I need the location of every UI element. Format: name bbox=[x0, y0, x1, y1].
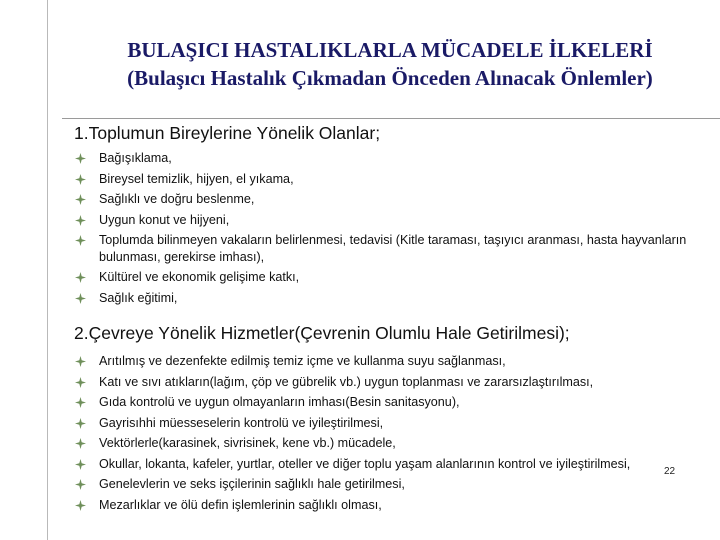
list-item bbox=[74, 171, 704, 188]
list-item-text: Genelevlerin ve seks işçilerinin sağlıklı hale getirilmesi, bbox=[99, 477, 405, 491]
title-line-2: (Bulaşıcı Hastalık Çıkmadan Önceden Alınacak Önlemler) bbox=[127, 66, 653, 90]
list-item bbox=[74, 353, 704, 370]
list-item bbox=[74, 232, 704, 265]
list-item bbox=[74, 212, 704, 229]
four-point-star-icon bbox=[75, 356, 86, 367]
section-1-heading: 1.Toplumun Bireylerine Yönelik Olanlar; bbox=[74, 123, 381, 143]
four-point-star-icon bbox=[75, 500, 86, 511]
list-item-text: Mezarlıklar ve ölü defin işlemlerinin sağlıklı olması, bbox=[99, 497, 382, 512]
four-point-star-icon bbox=[75, 153, 86, 164]
page-number: 22 bbox=[664, 466, 676, 477]
list-item bbox=[74, 150, 704, 167]
four-point-star-icon bbox=[75, 377, 86, 388]
list-item bbox=[74, 374, 704, 391]
list-item-text: Uygun konut ve hijyeni, bbox=[99, 212, 230, 227]
four-point-star-icon bbox=[75, 459, 86, 470]
list-item-text: Toplumda bilinmeyen vakaların belirlenmesi, tedavisi (Kitle taraması, taşıyıcı aranması, hasta hayvanların bulunması, gerekirse imhası), bbox=[99, 233, 687, 264]
list-item bbox=[74, 415, 704, 432]
list-item bbox=[74, 435, 704, 452]
list-item-text: Kültürel ve ekonomik gelişime katkı, bbox=[99, 270, 300, 284]
list-item-text: Bağışıklama, bbox=[99, 151, 172, 165]
list-item bbox=[74, 269, 704, 286]
section-2-heading: 2.Çevreye Yönelik Hizmetler(Çevrenin Olumlu Hale Getirilmesi); bbox=[74, 323, 570, 343]
list-item-text: Okullar, lokanta, kafeler, yurtlar, oteller ve diğer toplu yaşam alanlarının kontrol ve iyileştirilmesi, bbox=[99, 456, 631, 471]
four-point-star-icon bbox=[75, 215, 86, 226]
list-item-text: Sağlık eğitimi, bbox=[99, 290, 178, 305]
list-item bbox=[74, 497, 704, 514]
four-point-star-icon bbox=[75, 194, 86, 205]
four-point-star-icon bbox=[75, 438, 86, 449]
list-item bbox=[74, 290, 704, 307]
list-item bbox=[74, 191, 704, 208]
list-item-text: Arıtılmış ve dezenfekte edilmiş temiz içme ve kullanma suyu sağlanması, bbox=[99, 354, 506, 368]
four-point-star-icon bbox=[75, 479, 86, 490]
list-item bbox=[74, 476, 704, 493]
title-line-1: BULAŞICI HASTALIKLARLA MÜCADELE İLKELERİ bbox=[127, 38, 653, 62]
four-point-star-icon bbox=[75, 235, 86, 246]
section-1-list bbox=[74, 150, 704, 310]
slide-title bbox=[60, 36, 720, 92]
list-item-text: Gayrisıhhi müesseselerin kontrolü ve iyileştirilmesi, bbox=[99, 415, 384, 430]
list-item-text: Sağlıklı ve doğru beslenme, bbox=[99, 192, 255, 206]
list-item-text: Katı ve sıvı atıkların(lağım, çöp ve gübrelik vb.) uygun toplanması ve zararsızlaştırılması, bbox=[99, 374, 594, 389]
four-point-star-icon bbox=[75, 174, 86, 185]
list-item bbox=[74, 456, 704, 473]
four-point-star-icon bbox=[75, 397, 86, 408]
list-item-text: Vektörlerle(karasinek, sivrisinek, kene vb.) mücadele, bbox=[99, 436, 396, 450]
title-divider bbox=[62, 118, 720, 119]
four-point-star-icon bbox=[75, 272, 86, 283]
section-2-list bbox=[74, 353, 704, 517]
list-item-text: Gıda kontrolü ve uygun olmayanların imhası(Besin sanitasyonu), bbox=[99, 395, 460, 409]
left-divider bbox=[47, 0, 48, 540]
four-point-star-icon bbox=[75, 418, 86, 429]
four-point-star-icon bbox=[75, 293, 86, 304]
list-item bbox=[74, 394, 704, 411]
list-item-text: Bireysel temizlik, hijyen, el yıkama, bbox=[99, 171, 294, 186]
